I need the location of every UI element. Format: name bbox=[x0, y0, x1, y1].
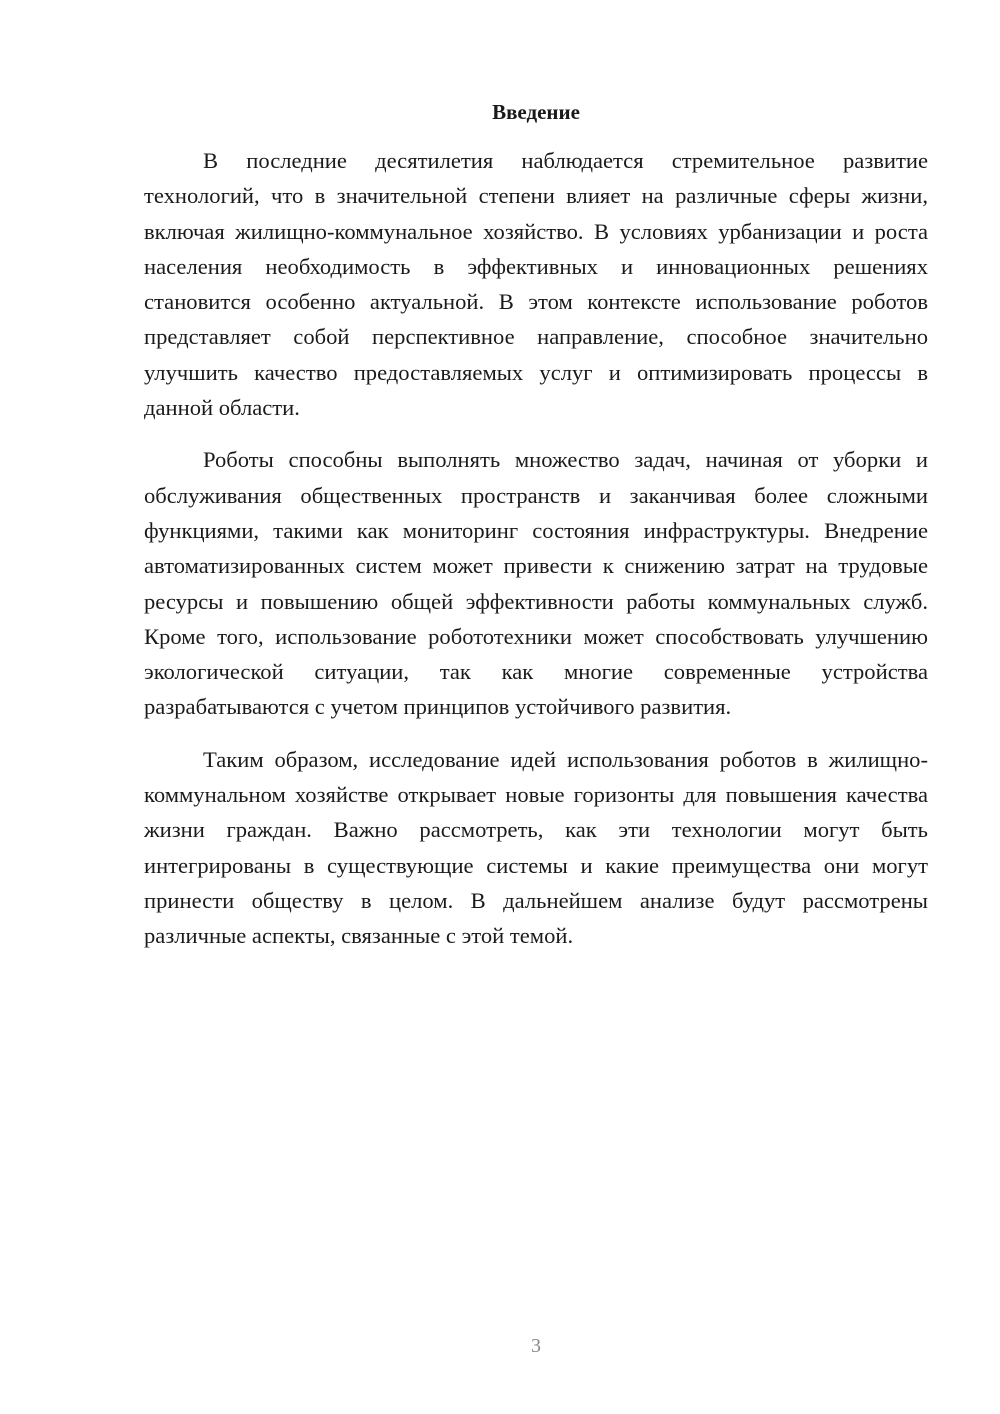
paragraph-2: Роботы способны выполнять множество задач, начиная от уборки и обслуживания общественных пространств и заканчивая более сложными функциями, такими как мониторинг состояния инфраструктуры. Внедрение автоматизированных систем может привести к снижению затрат на трудовые ресурсы и повышению общей эффективности работы коммунальных служб. Кроме того, использование робототехники может способствовать улучшению экологической ситуации, так как многие современные устройства разрабатываются с учетом принципов устойчивого развития. bbox=[144, 447, 928, 720]
body-text bbox=[144, 143, 928, 954]
page-number: 3 bbox=[531, 1335, 541, 1357]
paragraph-3: Таким образом, исследование идей использования роботов в жилищно-коммунальном хозяйстве открывает новые горизонты для повышения качества жизни граждан. Важно рассмотреть, как эти технологии могут быть интегрированы в существующие системы и какие преимущества они могут принести обществу в целом. В дальнейшем анализе будут рассмотрены различные аспекты, связанные с этой темой. bbox=[144, 746, 928, 949]
paragraph-1: В последние десятилетия наблюдается стремительное развитие технологий, что в значительной степени влияет на различные сферы жизни, включая жилищно-коммунальное хозяйство. В условиях урбанизации и роста населения необходимость в эффективных и инновационных решениях становится особенно актуальной. В этом контексте использование роботов представляет собой перспективное направление, способное значительно улучшить качество предоставляемых услуг и оптимизировать процессы в данной области. bbox=[144, 148, 928, 421]
section-heading: Введение bbox=[492, 100, 580, 124]
